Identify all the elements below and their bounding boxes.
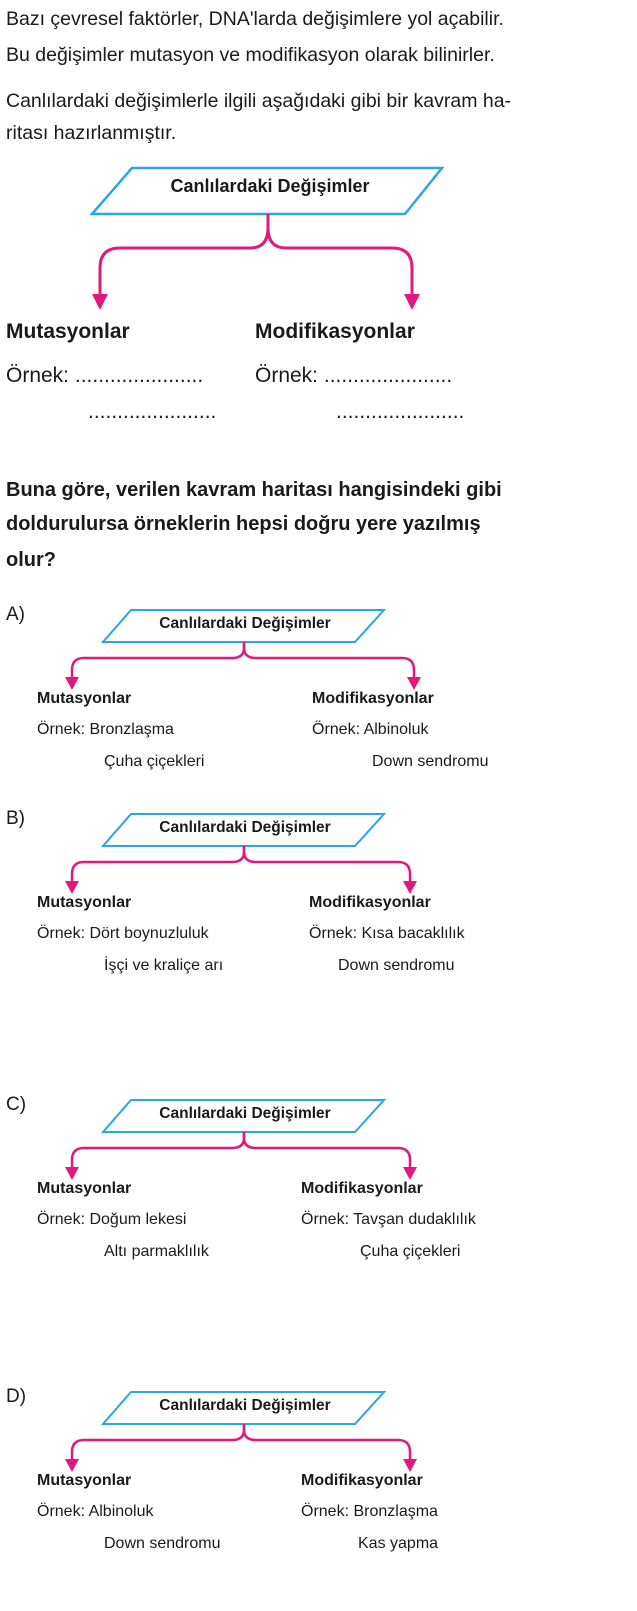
option-d-right-label: Modifikasyonlar bbox=[301, 1472, 423, 1489]
question-line-1: Buna göre, verilen kavram haritası hangisindeki gibi bbox=[6, 479, 502, 501]
option-a-title: Canlılardaki Değişimler bbox=[159, 615, 331, 632]
option-d-right-example-1: Örnek: Bronzlaşma bbox=[301, 1503, 438, 1520]
option-d-right-example-2: Kas yapma bbox=[358, 1535, 439, 1552]
main-map-left-dots: ...................... bbox=[88, 400, 217, 423]
option-d-right-arrow-icon bbox=[403, 1459, 417, 1472]
option-d-left-example-2: Down sendromu bbox=[104, 1535, 221, 1552]
main-map-title: Canlılardaki Değişimler bbox=[170, 176, 370, 196]
option-a-right-example-1: Örnek: Albinoluk bbox=[312, 721, 429, 738]
intro-line-3: Canlılardaki değişimlerle ilgili aşağıdaki gibi bir kavram ha- bbox=[6, 90, 512, 112]
intro-line-4: ritası hazırlanmıştır. bbox=[6, 122, 177, 144]
question-line-2: doldurulursa örneklerin hepsi doğru yere yazılmış bbox=[6, 513, 481, 535]
main-map-left-label: Mutasyonlar bbox=[6, 320, 130, 343]
option-d-left-label: Mutasyonlar bbox=[37, 1472, 132, 1489]
option-c-left-example-1: Örnek: Doğum lekesi bbox=[37, 1211, 187, 1228]
option-c-title: Canlılardaki Değişimler bbox=[159, 1105, 331, 1122]
option-c-right-example-1: Örnek: Tavşan dudaklılık bbox=[301, 1211, 476, 1228]
option-a-right-label: Modifikasyonlar bbox=[312, 690, 434, 707]
option-d-left-example-1: Örnek: Albinoluk bbox=[37, 1503, 154, 1520]
main-map-right-dots: ...................... bbox=[336, 400, 465, 423]
option-d-title: Canlılardaki Değişimler bbox=[159, 1397, 331, 1414]
question-line-3: olur? bbox=[6, 549, 56, 571]
main-map-right-label: Modifikasyonlar bbox=[255, 320, 415, 343]
option-a-letter: A) bbox=[6, 604, 25, 625]
option-b-letter: B) bbox=[6, 808, 25, 829]
intro-line-2: Bu değişimler mutasyon ve modifikasyon olarak bilinirler. bbox=[6, 44, 495, 66]
option-b-right-label: Modifikasyonlar bbox=[309, 894, 431, 911]
option-b-left-label: Mutasyonlar bbox=[37, 894, 132, 911]
option-d-left-arrow-icon bbox=[65, 1459, 79, 1472]
option-b-title: Canlılardaki Değişimler bbox=[159, 819, 331, 836]
option-c-left-label: Mutasyonlar bbox=[37, 1180, 132, 1197]
option-a-right-example-2: Down sendromu bbox=[372, 753, 489, 770]
option-d-connector bbox=[72, 1424, 410, 1462]
option-b-right-example-1: Örnek: Kısa bacaklılık bbox=[309, 925, 465, 942]
option-d-letter: D) bbox=[6, 1386, 27, 1407]
intro-line-1: Bazı çevresel faktörler, DNA'larda değişimlere yol açabilir. bbox=[6, 8, 504, 30]
option-c-right-label: Modifikasyonlar bbox=[301, 1180, 423, 1197]
main-map-left-example: Örnek: ...................... bbox=[6, 364, 204, 387]
main-map-right-example: Örnek: ...................... bbox=[255, 364, 453, 387]
option-b-right-example-2: Down sendromu bbox=[338, 957, 455, 974]
option-a-left-example-2: Çuha çiçekleri bbox=[104, 753, 205, 770]
option-b-left-example-2: İşçi ve kraliçe arı bbox=[104, 957, 224, 974]
option-a-left-example-1: Örnek: Bronzlaşma bbox=[37, 721, 174, 738]
option-c-right-example-2: Çuha çiçekleri bbox=[360, 1243, 461, 1260]
option-a-left-label: Mutasyonlar bbox=[37, 690, 132, 707]
option-b-left-example-1: Örnek: Dört boynuzluluk bbox=[37, 925, 209, 942]
option-c-letter: C) bbox=[6, 1094, 27, 1115]
option-c-left-example-2: Altı parmaklılık bbox=[104, 1243, 209, 1260]
